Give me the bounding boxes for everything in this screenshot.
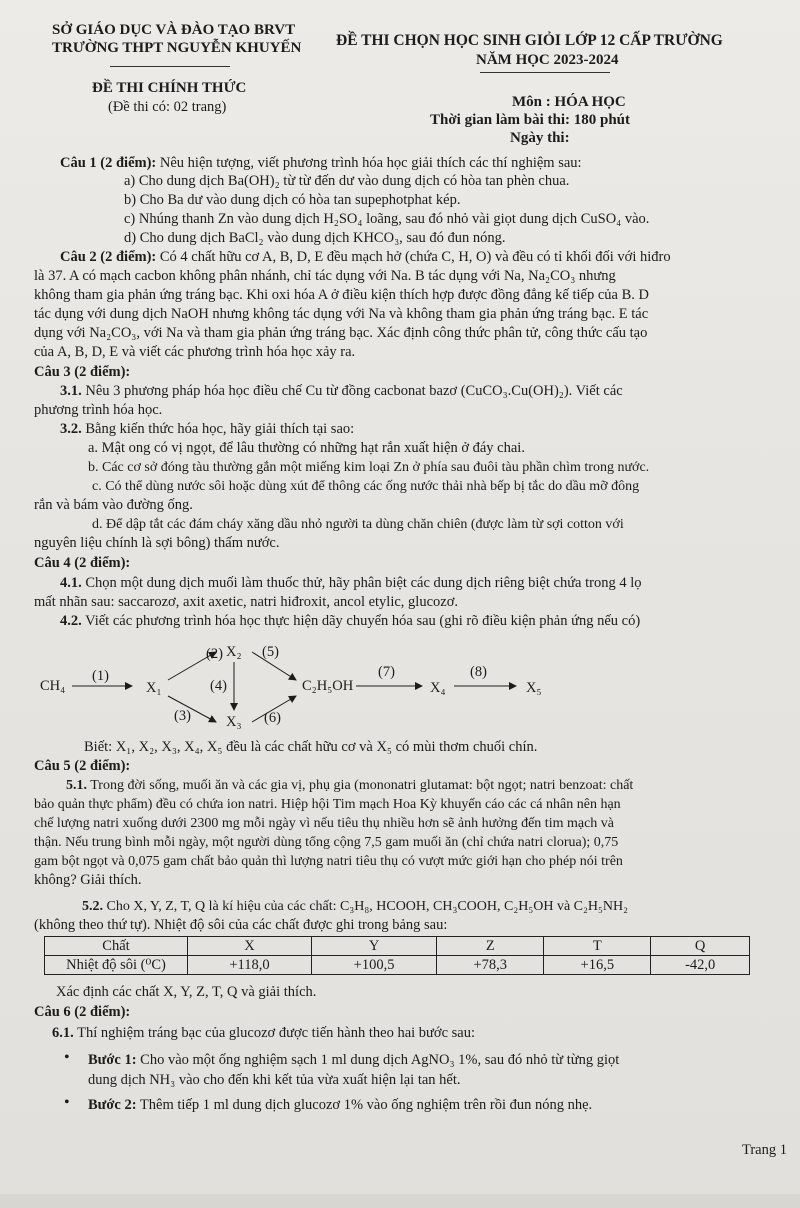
q3-2-a: a. Mật ong có vị ngọt, để lâu thường có những hạt rắn xuất hiện ở đáy chai. [88,440,525,456]
table-cell: -42,0 [651,956,750,975]
q4-title: Câu 4 (2 điểm): [34,555,131,571]
q1-b: b) Cho Ba dư vào dung dịch có hòa tan supephotphat kép. [124,192,461,208]
table-header: Q [651,937,750,956]
step-2: (2) [206,646,223,662]
q-text: Nêu hiện tượng, viết phương trình hóa học giải thích các thí nghiệm sau: [156,155,582,171]
q5-title: Câu 5 (2 điểm): [34,758,131,774]
sub-label: 5.1. [66,778,87,793]
q2-line: tác dụng với dung dịch NaOH nhưng không tác dụng với Na và không tham gia phản ứng tráng bạc. E tác [34,306,649,322]
sub-label: 3.1. [60,383,82,399]
table-cell: +16,5 [544,956,651,975]
species-x3: X₃ [226,714,242,730]
species-x2: X₂ [226,644,242,660]
sub-label: 6.1. [52,1025,74,1041]
step-label: Bước 2: [88,1097,137,1113]
q3-1 [60,383,623,400]
q5-1-cont: chế lượng natri xuống dưới 2300 mg mỗi ngày vì nếu tiêu thụ nhiều hơn sẽ ảnh hưởng đến tim mạch và [34,816,615,831]
sub-text: Thí nghiệm tráng bạc của glucozơ được tiến hành theo hai bước sau: [73,1025,475,1041]
species-x1: X₁ [146,680,162,696]
q3-2-d-cont: nguyên liệu chính là sợi bông) thấm nước. [34,535,280,551]
q1-title [60,155,582,172]
step-2-text [88,1097,592,1114]
table-header: Y [311,937,436,956]
reaction-scheme [30,640,790,740]
table-row [45,956,750,975]
q4-2 [60,613,640,630]
page-number: Trang 1 [742,1142,787,1158]
year-underline [480,72,610,73]
table-header-row [45,937,750,956]
q2-title [60,249,671,266]
q5-1-cont: không? Giải thích. [34,872,142,888]
step-1-text [88,1052,619,1069]
q5-1-cont: gam bột ngọt và 0,075 gam chất bảo quản thì lượng natri tiêu thụ có vượt mức giới hạn cho phép nói trên [34,854,623,869]
step-7: (7) [378,664,395,680]
q2-line: không tham gia phản ứng tráng bạc. Khi oxi hóa A ở điều kiện thích hợp được đồng đẳng kế tiếp của B. D [34,287,649,303]
q4-2-note: Biết: X₁, X₂, X₃, X₄, X₅ đều là các chất hữu cơ và X₅ có mùi thơm chuối chín. [84,739,538,755]
table-cell: +100,5 [311,956,436,975]
step-5: (5) [262,644,279,660]
q6-1 [52,1025,475,1042]
step-text: Cho vào một ống nghiệm sạch 1 ml dung dịch AgNO₃ 1%, sau đó nhỏ từ từng giọt [136,1052,620,1068]
time-label: Thời gian làm bài thi: 180 phút [430,112,631,128]
species-ethanol: C₂H₅OH [302,678,354,694]
q4-1-cont: mất nhãn sau: saccarozơ, axit axetic, natri hiđroxit, ancol etylic, glucozơ. [34,594,458,610]
q4-1 [60,575,642,592]
table-cell: +78,3 [437,956,544,975]
q5-1 [66,777,633,794]
q1-a: a) Cho dung dịch Ba(OH)₂ từ từ đến dư vào dung dịch có hòa tan phèn chua. [124,173,570,189]
subject-label: Môn : HÓA HỌC [512,94,626,110]
q2-line: là 37. A có mạch cacbon không phân nhánh, chỉ tác dụng với Na. B tác dụng với Na, Na₂CO₃ nhưng [34,268,616,284]
sub-text: Bằng kiến thức hóa học, hãy giải thích tại sao: [81,421,355,437]
q3-2-c: c. Có thể dùng nước sôi hoặc dùng xút để thông các ống nước thải nhà bếp bị tắc do dầu mỡ đông [92,479,640,494]
q3-2-c-cont: rắn và bám vào đường ống. [34,497,193,513]
table-row-label: Nhiệt độ sôi (⁰C) [45,956,188,975]
table-header: X [188,937,312,956]
q5-2 [82,898,628,915]
q5-1-cont: bảo quản thực phẩm) đều có chứa ion natri. Hiệp hội Tim mạch Hoa Kỳ khuyến cáo các cá nhân nên hạn [34,797,621,812]
sub-text: Nêu 3 phương pháp hóa học điều chế Cu từ đồng cacbonat bazơ (CuCO₃.Cu(OH)₂). Viết các [81,383,623,399]
sub-label: 5.2. [82,899,103,914]
bullet-dot: • [64,1094,70,1111]
step-8: (8) [470,664,487,680]
boiling-point-table [44,936,750,975]
step-1: (1) [92,668,109,684]
q3-1-cont: phương trình hóa học. [34,402,163,418]
sub-text: Viết các phương trình hóa học thực hiện dãy chuyển hóa sau (ghi rõ điều kiện phản ứng nếu có) [81,613,641,629]
school-underline [110,66,230,67]
q5-2-cont: (không theo thứ tự). Nhiệt độ sôi của các chất được ghi trong bảng sau: [34,917,448,933]
date-label: Ngày thi: [510,130,570,146]
q5-2-task: Xác định các chất X, Y, Z, T, Q và giải thích. [56,984,317,1000]
table-header: Z [437,937,544,956]
page-count: (Đề thi có: 02 trang) [108,99,227,115]
exam-title: ĐỀ THI CHỌN HỌC SINH GIỎI LỚP 12 CẤP TRƯỜNG [336,32,723,49]
species-x4: X₄ [430,680,446,696]
q1-d: d) Cho dung dịch BaCl₂ vào dung dịch KHCO₃, sau đó đun nóng. [124,230,506,246]
step-6: (6) [264,710,281,726]
page-bottom-edge [0,1194,800,1208]
bullet-dot: • [64,1049,70,1066]
table-header: T [544,937,651,956]
school-year: NĂM HỌC 2023-2024 [476,52,619,68]
step-label: Bước 1: [88,1052,137,1068]
sub-label: 4.2. [60,613,82,629]
school-name: TRƯỜNG THPT NGUYỄN KHUYẾN [52,40,302,56]
q3-title: Câu 3 (2 điểm): [34,364,131,380]
sub-text: Chọn một dung dịch muối làm thuốc thử, hãy phân biệt các dung dịch riêng biệt chứa trong 4 lọ [81,575,642,591]
sub-text: Trong đời sống, muối ăn và các gia vị, phụ gia (mononatri glutamat: bột ngọt; natri benzoat: chất [87,778,634,793]
sub-label: 4.1. [60,575,82,591]
table-header: Chất [45,937,188,956]
department-name: SỞ GIÁO DỤC VÀ ĐÀO TẠO BRVT [52,22,296,38]
step-1-cont: dung dịch NH₃ vào cho đến khi kết tủa vừa xuất hiện lại tan hết. [88,1072,461,1088]
step-3: (3) [174,708,191,724]
sub-label: 3.2. [60,421,82,437]
sub-text: Cho X, Y, Z, T, Q là kí hiệu của các chất: C₃H₈, HCOOH, CH₃COOH, C₂H₅OH và C₂H₅NH₂ [103,899,628,914]
q3-2-b: b. Các cơ sở đóng tàu thường gắn một miếng kim loại Zn ở phía sau đuôi tàu phần chìm trong nước. [88,460,650,475]
q2-line: của A, B, D, E và viết các phương trình hóa học xảy ra. [34,344,356,360]
step-text: Thêm tiếp 1 ml dung dịch glucozơ 1% vào ống nghiệm trên rồi đun nóng nhẹ. [136,1097,593,1113]
official-label: ĐỀ THI CHÍNH THỨC [92,80,247,96]
step-4: (4) [210,678,227,694]
q6-title: Câu 6 (2 điểm): [34,1004,131,1020]
q-label: Câu 2 (2 điểm): [60,249,157,265]
q-label: Câu 1 (2 điểm): [60,155,157,171]
q3-2 [60,421,354,438]
q-text: Có 4 chất hữu cơ A, B, D, E đều mạch hở (chứa C, H, O) và đều có tỉ khối đối với hiđro [156,249,671,265]
q2-line: dụng với Na₂CO₃, với Na và tham gia phản ứng tráng bạc. Xác định công thức phân tử, công thức cấu tạo [34,325,648,341]
species-ch4: CH₄ [40,678,66,694]
table-cell: +118,0 [188,956,312,975]
species-x5: X₅ [526,680,542,696]
q3-2-d: d. Để dập tắt các đám cháy xăng dầu nhỏ người ta dùng chăn chiên (được làm từ sợi cotton với [92,517,624,532]
q1-c: c) Nhúng thanh Zn vào dung dịch H₂SO₄ loãng, sau đó nhỏ vài giọt dung dịch CuSO₄ vào. [124,211,650,227]
q5-1-cont: thận. Nếu trung bình mỗi ngày, một người dùng tổng cộng 7,5 gam muối ăn (chỉ chứa natri clorua); 0,75 [34,835,619,850]
